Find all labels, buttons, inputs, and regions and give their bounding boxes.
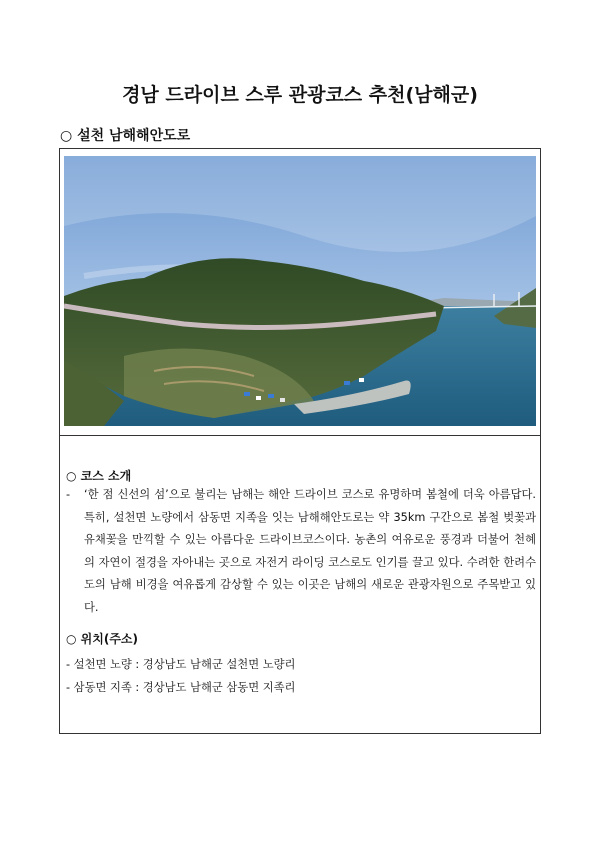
section-subtitle: ○ 설천 남해해안도로 <box>60 128 191 144</box>
content-table <box>59 148 541 734</box>
photo-cell <box>60 149 540 436</box>
bullet-dash: - <box>66 488 71 501</box>
course-description <box>66 484 536 620</box>
aerial-coast-photo <box>64 156 536 426</box>
location-item: - 설천면 노량 : 경상남도 남해군 설천면 노량리 <box>66 658 296 671</box>
location-item: - 삼동면 지족 : 경상남도 남해군 삼동면 지족리 <box>66 681 296 694</box>
text-cell <box>60 436 540 733</box>
course-body: ‘한 점 신선의 섬’으로 불리는 남해는 해안 드라이브 코스로 유명하며 봄철에 더욱 아름답다. 특히, 설천면 노량에서 삼동면 지족을 잇는 남해해안도로는 약 35km 구간으로 봄철 벚꽃과 유채꽃을 만끽할 수 있는 아름다운 드라이브코스이다. 농촌의 여유로운 풍경과 더불어 천혜의 자연이 절경을 자아내는 곳으로 자전거 라이딩 코스로도 인기를 끌고 있다. 수려한 한려수도의 남해 비경을 여유롭게 감상할 수 있는 이곳은 남해의 새로운 관광자원으로 주목받고 있다. <box>84 488 536 614</box>
course-heading: ○ 코스 소개 <box>66 469 132 483</box>
page-title: 경남 드라이브 스루 관광코스 추천(남해군) <box>122 84 478 106</box>
location-heading: ○ 위치(주소) <box>66 632 138 646</box>
